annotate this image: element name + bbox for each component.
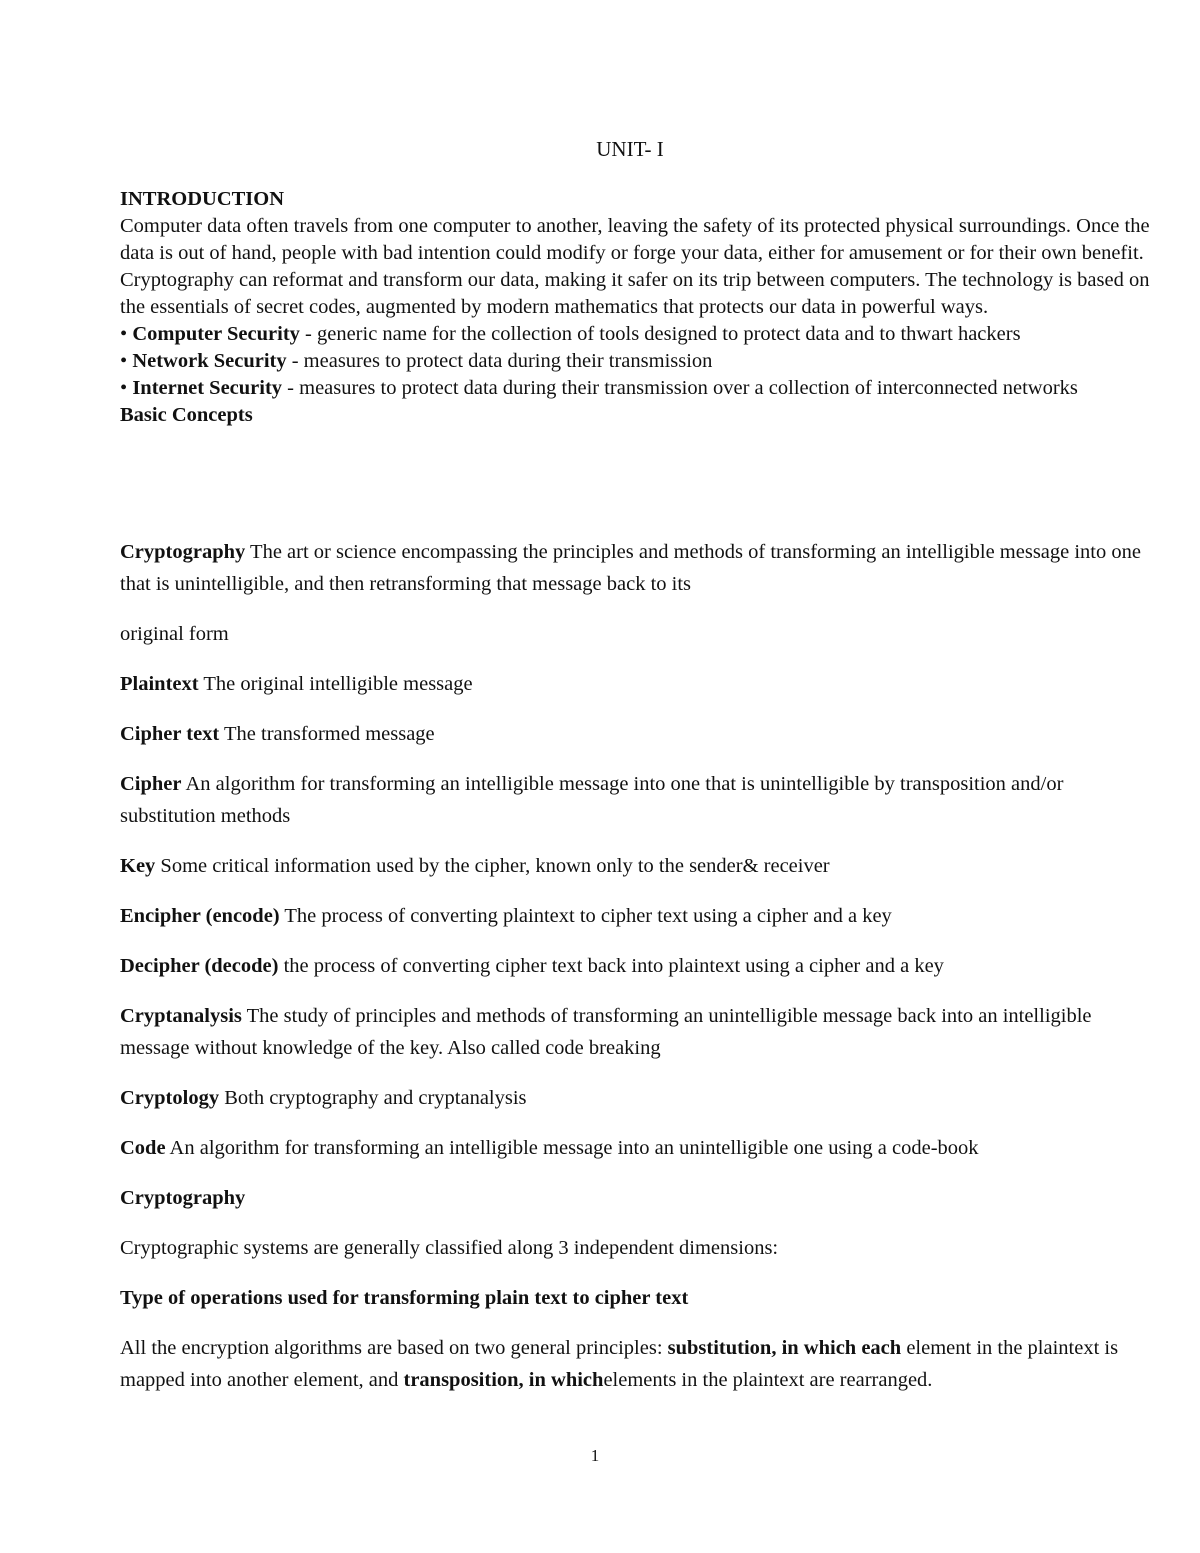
definition-term: Plaintext <box>120 673 199 695</box>
definition-item <box>120 536 1160 600</box>
definition-item <box>120 1132 1160 1164</box>
definition-term: Cipher text <box>120 723 220 745</box>
bullet-item <box>120 348 1160 375</box>
definition-term: Key <box>120 855 156 877</box>
operations-heading: Type of operations used for transforming plain text to cipher text <box>120 1287 689 1309</box>
definition-term: Cipher <box>120 773 182 795</box>
bullet-text: - measures to protect data during their transmission <box>286 350 713 372</box>
definition-term: Code <box>120 1137 166 1159</box>
substitution-term: substitution, in which each <box>667 1337 902 1359</box>
final-text-part: elements in the plaintext are rearranged. <box>603 1369 933 1391</box>
final-text-part: element in the plaintext is mapped into another element, and <box>120 1337 1119 1391</box>
definition-text: An algorithm for transforming an intelligible message into one that is unintelligible by transposition and/or substitution methods <box>120 773 1064 827</box>
definition-term: Cryptology <box>120 1087 220 1109</box>
bullet-term: Network Security <box>132 350 287 372</box>
definition-item <box>120 1000 1160 1064</box>
bullet-term: Internet Security <box>132 377 283 399</box>
definition-item <box>120 618 1160 650</box>
definition-term: Cryptanalysis <box>120 1005 242 1027</box>
definition-text: An algorithm for transforming an intelligible message into an unintelligible one using a code-book <box>165 1137 979 1159</box>
final-text-part: All the encryption algorithms are based on two general principles: <box>120 1337 668 1359</box>
section-heading <box>120 1182 1160 1214</box>
page-number: 1 <box>590 1446 600 1465</box>
bullet-term: Computer Security <box>132 323 300 345</box>
definition-item <box>120 1082 1160 1114</box>
bullet-text: - measures to protect data during their transmission over a collection of interconnected networks <box>282 377 1078 399</box>
definition-text: The art or science encompassing the principles and methods of transforming an intelligible message into one that is unintelligible, and then retransforming that message back to its <box>120 541 1141 595</box>
introduction-section <box>120 186 1160 429</box>
paragraph <box>120 1232 1160 1264</box>
definition-item <box>120 850 1160 882</box>
bullet-item <box>120 375 1160 402</box>
bullet-mark: • <box>120 323 133 345</box>
definitions-section <box>120 536 1160 1414</box>
dimensions-text: Cryptographic systems are generally classified along 3 independent dimensions: <box>120 1237 779 1259</box>
section-heading <box>120 1282 1160 1314</box>
definition-item <box>120 900 1160 932</box>
definition-text: The process of converting plaintext to cipher text using a cipher and a key <box>279 905 892 927</box>
definition-item <box>120 768 1160 832</box>
bullet-item <box>120 321 1160 348</box>
definition-text: The study of principles and methods of transforming an unintelligible message back into an intelligible message without knowledge of the key. Also called code breaking <box>120 1005 1092 1059</box>
definition-term: Decipher (decode) <box>120 955 279 977</box>
bullet-mark: • <box>120 377 133 399</box>
definition-term: Cryptography <box>120 541 246 563</box>
definition-text: original form <box>120 623 229 645</box>
transposition-term: transposition, in which <box>403 1369 604 1391</box>
final-paragraph <box>120 1332 1160 1396</box>
bullet-mark: • <box>120 350 133 372</box>
definition-text: the process of converting cipher text back into plaintext using a cipher and a key <box>278 955 944 977</box>
definition-item <box>120 950 1160 982</box>
definition-text: Both cryptography and cryptanalysis <box>219 1087 527 1109</box>
basic-concepts-heading: Basic Concepts <box>120 404 253 426</box>
definition-item <box>120 668 1160 700</box>
introduction-heading: INTRODUCTION <box>120 188 285 210</box>
cryptography-heading: Cryptography <box>120 1187 246 1209</box>
definition-text: The transformed message <box>219 723 435 745</box>
definition-term: Encipher (encode) <box>120 905 280 927</box>
definition-text: Some critical information used by the cipher, known only to the sender& receiver <box>155 855 830 877</box>
bullet-text: - generic name for the collection of tools designed to protect data and to thwart hackers <box>299 323 1021 345</box>
introduction-paragraph: Computer data often travels from one computer to another, leaving the safety of its protected physical surroundings. Once the data is out of hand, people with bad intention could modify or forge your data, either for amusement or for their own benefit. Cryptography can reformat and transform our data, making it safer on its trip between computers. The technology is based on the essentials of secret codes, augmented by modern mathematics that protects our data in powerful ways. <box>120 215 1150 318</box>
definition-item <box>120 718 1160 750</box>
unit-title: UNIT- I <box>596 137 664 161</box>
definition-text: The original intelligible message <box>198 673 473 695</box>
